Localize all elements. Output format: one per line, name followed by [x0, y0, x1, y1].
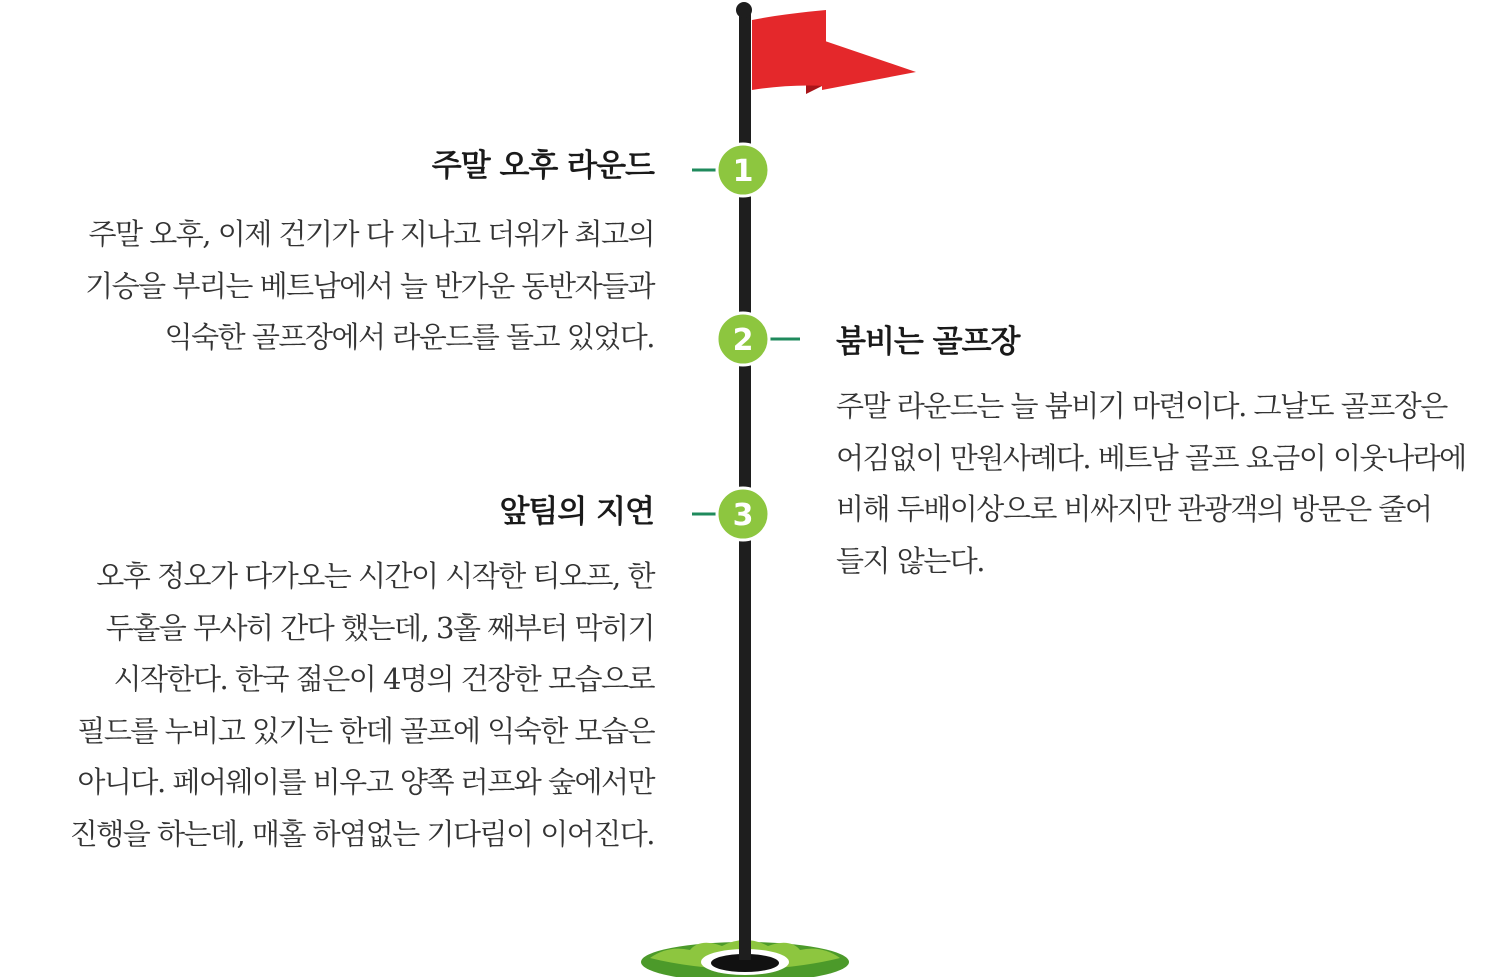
step-marker-2: [717, 313, 769, 365]
golf-flag-icon: [752, 10, 916, 94]
marker-number-2: 2: [732, 323, 754, 358]
marker-number-1: 1: [732, 154, 754, 189]
step-3-text: 오후 정오가 다가오는 시간이 시작한 티오프, 한 두홀을 무사히 간다 했는데, 3홀 째부터 막히기 시작한다. 한국 젊은이 4명의 건장한 모습으로 필드를 누비고 있기는 한데 골프에 익숙한 모습은 아니다. 페어웨이를 비우고 양쪽 러프와 숲에서만 진행을 하는데, 매홀 하염없는 기다림이 이어진다.: [69, 559, 654, 851]
step-1-text: 주말 오후, 이제 건기가 다 지나고 더위가 최고의 기승을 부리는 베트남에서 늘 반가운 동반자들과 익숙한 골프장에서 라운드를 돌고 있었다.: [85, 217, 654, 354]
marker-number-3: 3: [732, 498, 754, 533]
step-2-text: 주말 라운드는 늘 붐비기 마련이다. 그날도 골프장은 어김없이 만원사례다. 베트남 골프 요금이 이웃나라에 비해 두배이상으로 비싸지만 관광객의 방문은 줄어 들지 않는다.: [836, 389, 1466, 578]
step-3-title: 앞팀의 지연: [499, 494, 654, 530]
flag-body: [752, 10, 826, 90]
step-marker-3: [717, 488, 769, 540]
flagpole-finial: [736, 2, 752, 18]
step-marker-1: [717, 144, 769, 196]
flag-tail: [822, 40, 916, 90]
step-2-title: 붐비는 골프장: [836, 324, 1020, 360]
step-1-title: 주말 오후 라운드: [431, 148, 654, 184]
